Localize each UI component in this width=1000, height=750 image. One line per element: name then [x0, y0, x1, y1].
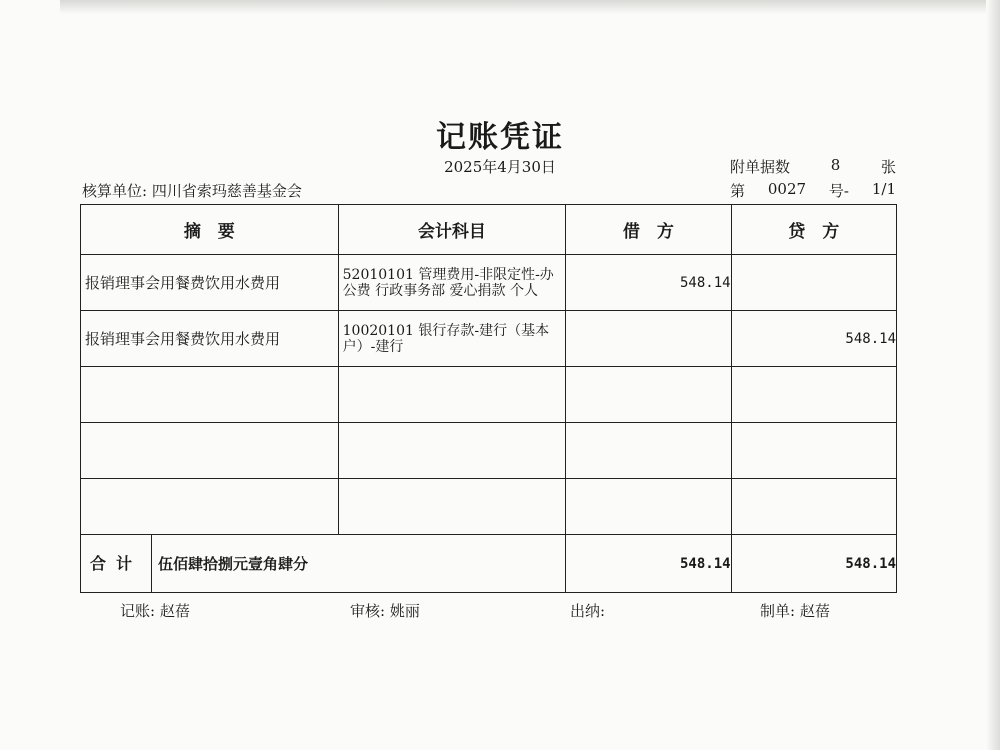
table-row	[81, 311, 897, 367]
row-account-cell	[338, 255, 566, 311]
blank-row	[81, 367, 897, 423]
attachment-label: 附单据数	[730, 158, 791, 176]
blank-row	[81, 423, 897, 479]
row-account-cell	[338, 311, 566, 367]
attachment-number: 8	[830, 156, 841, 174]
attachment-count	[730, 156, 896, 177]
voucher-table	[80, 204, 897, 593]
row-debit	[566, 311, 731, 367]
total-label: 合计	[81, 535, 152, 592]
voucher-date: 2025年4月30日	[444, 158, 556, 176]
total-amount-words: 伍佰肆拾捌元壹角肆分	[158, 555, 309, 573]
header-debit: 借 方	[566, 205, 731, 255]
paper-edge-top	[60, 0, 1000, 14]
row-desc-cell	[81, 311, 339, 367]
header-desc: 摘 要	[81, 205, 339, 255]
blank-row	[81, 479, 897, 535]
footer-cashier: 出纳:	[570, 602, 606, 620]
footer-reviewer: 审核: 姚丽	[350, 602, 420, 620]
voucher-page: 1/1	[871, 180, 896, 198]
voucher-prefix: 第	[730, 182, 746, 200]
voucher-suffix: 号-	[828, 182, 849, 200]
document-title: 记账凭证	[436, 120, 564, 155]
unit-name: 四川省索玛慈善基金会	[151, 182, 302, 200]
row-credit	[731, 255, 896, 311]
row-account: 52010101 管理费用-非限定性-办公费 行政事务部 爱心捐款 个人	[342, 266, 554, 299]
table-header-row	[81, 205, 897, 255]
total-debit: 548.14	[566, 535, 731, 593]
row-desc-cell	[81, 255, 339, 311]
row-account: 10020101 银行存款-建行（基本户）-建行	[342, 322, 550, 355]
header-credit: 贷 方	[731, 205, 896, 255]
row-debit: 548.14	[566, 255, 731, 311]
total-row	[81, 535, 897, 593]
footer-bookkeeper: 记账: 赵蓓	[120, 602, 190, 620]
voucher-number	[730, 180, 896, 201]
row-desc: 报销理事会用餐费饮用水费用	[85, 330, 281, 348]
total-credit: 548.14	[731, 535, 896, 593]
table-row	[81, 255, 897, 311]
footer-preparer: 制单: 赵蓓	[760, 602, 830, 620]
attachment-unit: 张	[880, 158, 896, 176]
voucher-no-value: 0027	[767, 180, 807, 198]
row-desc: 报销理事会用餐费饮用水费用	[85, 274, 281, 292]
header-account: 会计科目	[338, 205, 566, 255]
total-cell	[81, 535, 566, 593]
row-credit: 548.14	[731, 311, 896, 367]
accounting-unit	[82, 180, 302, 201]
unit-label: 核算单位:	[82, 182, 148, 200]
